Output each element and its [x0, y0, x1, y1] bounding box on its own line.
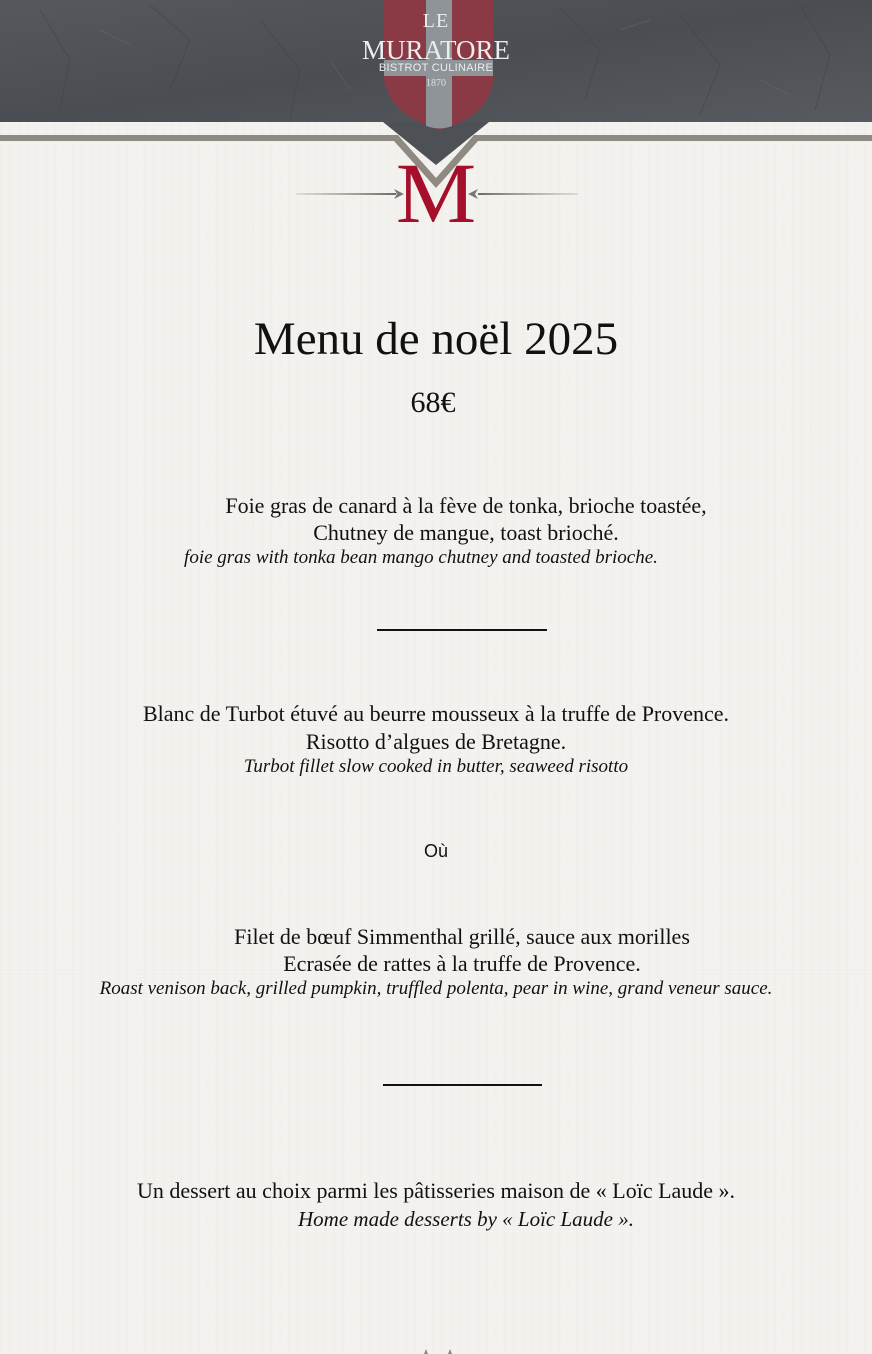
dessert-translation: Home made desserts by « Loïc Laude ». [298, 1207, 634, 1231]
starter-translation: foie gras with tonka bean mango chutney and toasted brioche. [184, 547, 658, 568]
dessert-line-1: Un dessert au choix parmi les pâtisseries maison de « Loïc Laude ». [136, 1178, 736, 1203]
divider-1 [377, 629, 547, 631]
monogram-m: M [395, 145, 477, 241]
starter-line-2: Chutney de mangue, toast brioché. [313, 520, 619, 545]
main1-line-1: Blanc de Turbot étuvé au beurre mousseux à la truffe de Provence. [142, 701, 730, 726]
main1-line-2: Risotto d’algues de Bretagne. [305, 729, 567, 754]
main2-line-1: Filet de bœuf Simmenthal grillé, sauce aux morilles [234, 924, 690, 949]
or-label: Où [423, 841, 448, 861]
logo-le: LE [422, 10, 450, 32]
logo-name: MURATORE [361, 35, 511, 65]
restaurant-header [0, 0, 872, 240]
menu-title: Menu de noël 2025 [253, 313, 619, 365]
logo-subtitle: BISTROT CULINAIRE [378, 62, 494, 74]
bottom-ornament-icon [420, 1348, 456, 1354]
menu-price: 68€ [410, 386, 456, 419]
logo-year: 1870 [426, 78, 446, 89]
main2-line-2: Ecrasée de rattes à la truffe de Provence. [283, 951, 641, 976]
starter-line-1: Foie gras de canard à la fève de tonka, brioche toastée, [225, 493, 707, 518]
main2-translation: Roast venison back, grilled pumpkin, truffled polenta, pear in wine, grand veneur sauce. [99, 978, 773, 999]
main1-translation: Turbot fillet slow cooked in butter, seaweed risotto [243, 756, 629, 777]
divider-2 [383, 1084, 542, 1086]
